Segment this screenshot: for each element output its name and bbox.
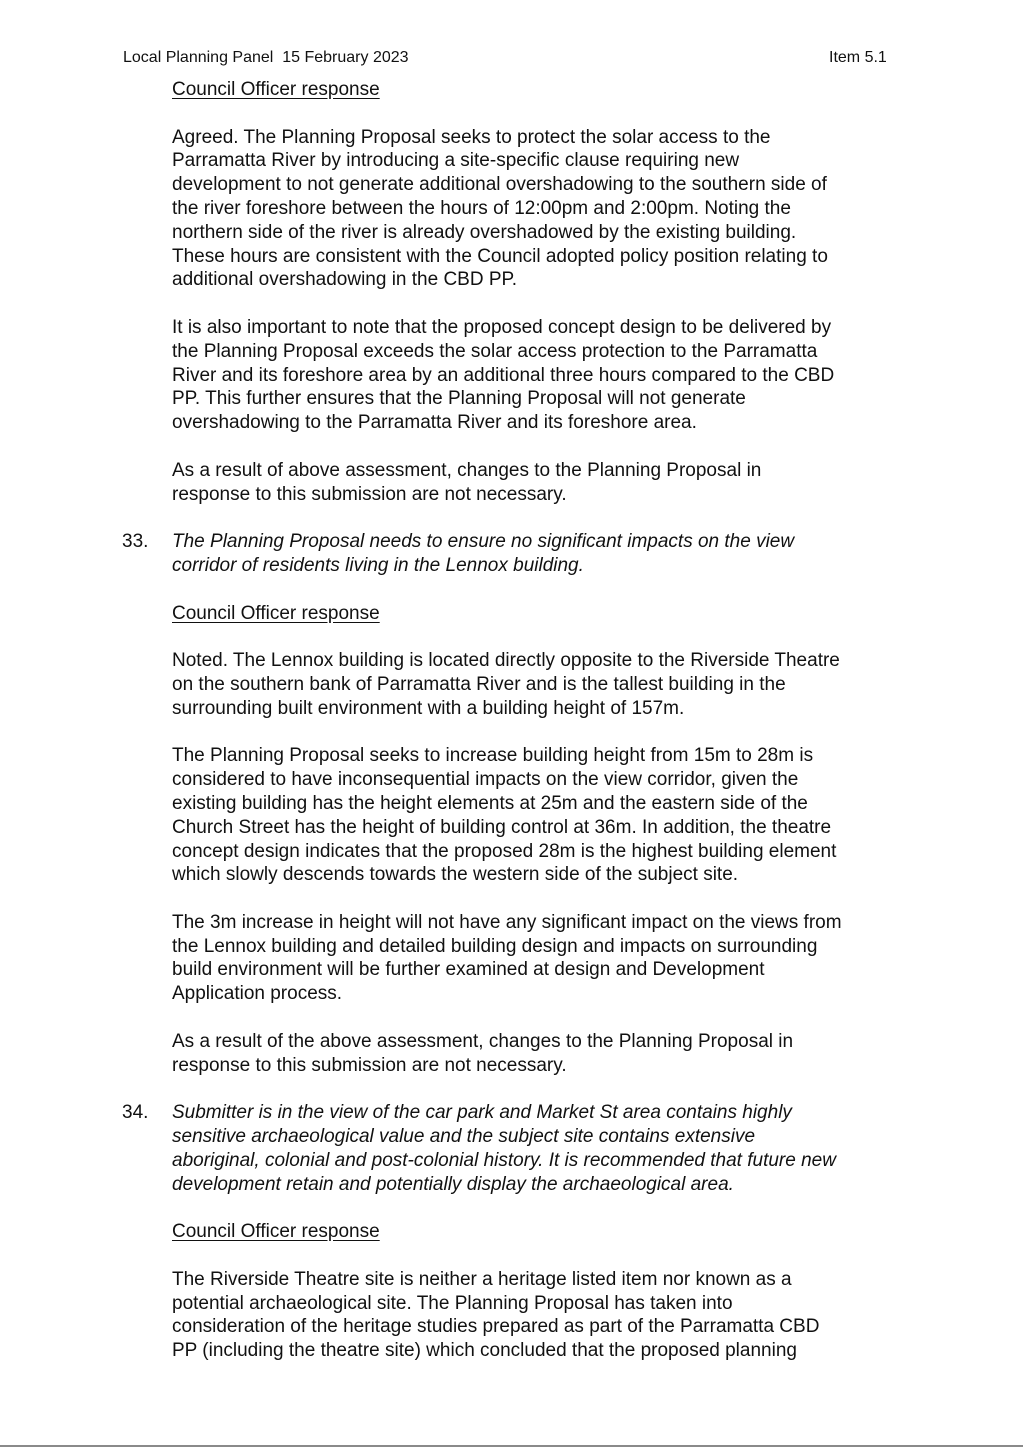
paragraph-assessment-result: As a result of above assessment, changes to the Planning Proposal in response to this submission are not necessary. (172, 459, 762, 505)
page-header-left: Local Planning Panel 15 February 2023 (123, 49, 409, 66)
paragraph-lennox-building: Noted. The Lennox building is located directly opposite to the Riverside Theatre on the southern bank of Parramatta River and is the tallest building in the surrounding built environment with a building height of 157m. (172, 650, 840, 719)
paragraph-heritage: The Riverside Theatre site is neither a heritage listed item nor known as a potential archaeological site. The Planning Proposal has taken into consideration of the heritage studies prepared as part of the Parramatta CBD PP (including the theatre site) which concluded that the proposed planning (172, 1268, 820, 1362)
paragraph-concept-design: It is also important to note that the proposed concept design to be delivered by the Planning Proposal exceeds the solar access protection to the Parramatta River and its foreshore area by an additional three hours compared to the CBD PP. This further ensures that the Planning Proposal will not generate overshadowing to the Parramatta River and its foreshore area. (172, 316, 835, 434)
submission-text-34: Submitter is in the view of the car park and Market St area contains highly sensitive archaeological value and the subject site contains extensive aboriginal, colonial and post-colonial history. It is recommended that future new development retain and potentially display the archaeological area. (172, 1102, 836, 1195)
paragraph-height-increase: The 3m increase in height will not have any significant impact on the views from the Lennox building and detailed building design and impacts on surrounding build environment will be further examined at design and Development Application process. (172, 911, 842, 1005)
paragraph-building-height: The Planning Proposal seeks to increase building height from 15m to 28m is considered to have inconsequential impacts on the view corridor, given the existing building has the height elements at 25m and the eastern side of the Church Street has the height of building control at 36m. In addition, the theatre concept design indicates that the proposed 28m is the highest building element which slowly descends towards the western side of the subject site. (172, 745, 837, 886)
paragraph-solar-access: Agreed. The Planning Proposal seeks to protect the solar access to the Parramatta River by introducing a site-specific clause requiring new development to not generate additional overshadowing to the southern side of the river foreshore between the hours of 12:00pm and 2:00pm. Noting the northern side of the river is already overshadowed by the existing building. These hours are consistent with the Council adopted policy position relating to additional overshadowing in the CBD PP. (172, 126, 828, 291)
council-officer-response-heading: Council Officer response (172, 79, 380, 100)
item-number-34: 34. (122, 1102, 149, 1124)
submission-item-34 (122, 1101, 907, 1196)
council-officer-response-heading: Council Officer response (172, 1221, 380, 1243)
page-header-item-number: Item 5.1 (829, 49, 887, 66)
document-body (122, 78, 907, 1387)
submission-item-33 (122, 530, 907, 578)
paragraph-assessment-result: As a result of the above assessment, changes to the Planning Proposal in response to this submission are not necessary. (172, 1030, 794, 1076)
submission-text-33: The Planning Proposal needs to ensure no significant impacts on the view corridor of residents living in the Lennox building. (172, 531, 795, 576)
council-officer-response-heading: Council Officer response (172, 602, 380, 624)
item-number-33: 33. (122, 531, 149, 553)
